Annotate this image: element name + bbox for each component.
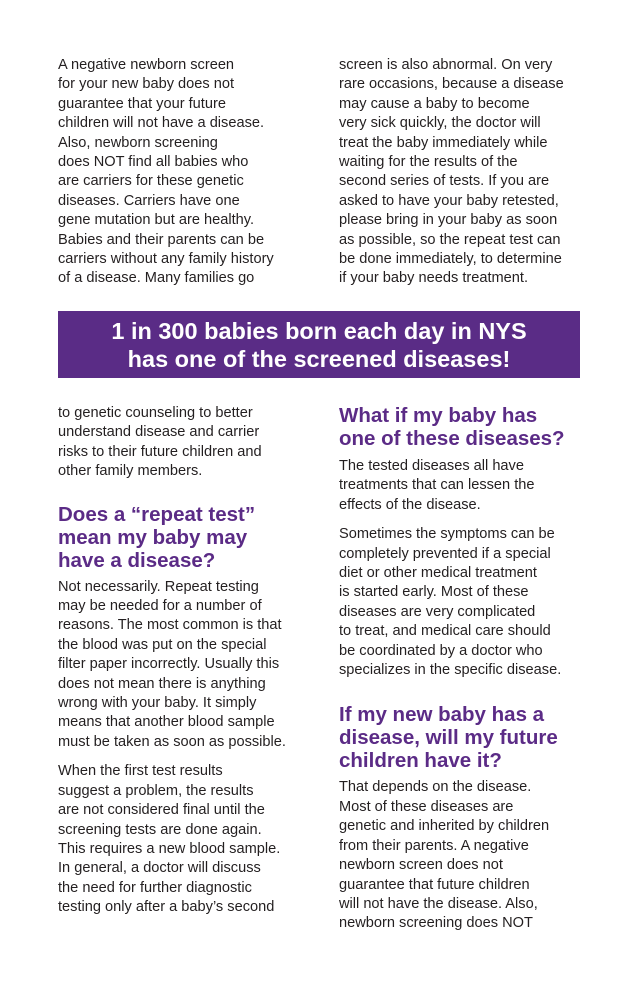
text-line: completely prevented if a special <box>339 545 551 562</box>
text-line: rare occasions, because a disease <box>339 76 564 93</box>
heading-repeat-test <box>58 503 310 572</box>
text-line: screen is also abnormal. On very <box>339 57 553 73</box>
banner-line: has one of the screened diseases! <box>127 345 511 372</box>
text-line: as possible, so the repeat test can <box>339 231 561 248</box>
text-line: be done immediately, to determine <box>339 251 562 268</box>
text-line: from their parents. A negative <box>339 837 529 854</box>
text-line: When the first test results <box>58 763 223 780</box>
bottom-right-column <box>339 404 591 934</box>
text-line: wrong with your baby. It simply <box>58 695 257 712</box>
intro-paragraph <box>58 404 310 482</box>
text-line: second series of tests. If you are <box>339 173 550 190</box>
text-line: does NOT find all babies who <box>58 154 249 171</box>
text-line: the blood was put on the special <box>58 636 267 653</box>
text-line: testing only after a baby’s second <box>58 899 275 916</box>
callout-banner <box>58 311 580 378</box>
text-line: asked to have your baby retested, <box>339 192 559 209</box>
text-line: understand disease and carrier <box>58 424 260 441</box>
text-line: This requires a new blood sample. <box>58 840 281 857</box>
text-line: children will not have a disease. <box>58 115 265 132</box>
what-if-paragraph-2 <box>339 525 591 680</box>
top-left-column <box>58 56 310 289</box>
heading-line: Does a “repeat test” <box>58 502 256 526</box>
repeat-test-paragraph-1 <box>58 578 310 753</box>
heading-line: What if my baby has <box>339 404 538 427</box>
text-line: may cause a baby to become <box>339 95 530 112</box>
text-line: effects of the disease. <box>339 496 481 513</box>
text-line: be coordinated by a doctor who <box>339 642 543 659</box>
text-line: guarantee that your future <box>58 95 226 112</box>
heading-future-children <box>339 703 591 772</box>
repeat-test-paragraph-2 <box>58 762 310 917</box>
text-line: filter paper incorrectly. Usually this <box>58 656 280 673</box>
text-line: to treat, and medical care should <box>339 623 551 640</box>
text-line: guarantee that future children <box>339 876 530 893</box>
text-line: carriers without any family history <box>58 251 274 268</box>
text-line: please bring in your baby as soon <box>339 212 558 229</box>
text-line: does not mean there is anything <box>58 675 266 692</box>
text-line: may be needed for a number of <box>58 598 262 615</box>
bottom-left-column <box>58 404 310 918</box>
text-line: specializes in the specific disease. <box>339 662 562 679</box>
text-line: for your new baby does not <box>58 76 235 93</box>
top-right-column <box>339 56 591 289</box>
text-line: gene mutation but are healthy. <box>58 212 255 229</box>
text-line: is started early. Most of these <box>339 584 529 601</box>
text-line: are carriers for these genetic <box>58 173 244 190</box>
text-line: Babies and their parents can be <box>58 231 265 248</box>
text-line: newborn screening does NOT <box>339 915 533 932</box>
text-line: will not have the disease. Also, <box>339 895 538 912</box>
text-line: newborn screen does not <box>339 857 503 874</box>
text-line: if your baby needs treatment. <box>339 270 529 287</box>
text-line: Also, newborn screening <box>58 134 218 151</box>
text-line: The tested diseases all have <box>339 458 524 474</box>
text-line: other family members. <box>58 463 203 480</box>
banner-line: 1 in 300 babies born each day in NYS <box>111 317 527 344</box>
text-line: reasons. The most common is that <box>58 617 282 634</box>
text-line: A negative newborn screen <box>58 57 235 73</box>
text-line: screening tests are done again. <box>58 821 262 838</box>
text-line: to genetic counseling to better <box>58 405 253 421</box>
heading-line: disease, will my future <box>339 726 558 750</box>
text-line: the need for further diagnostic <box>58 879 252 896</box>
heading-what-if <box>339 404 591 450</box>
top-left-paragraph <box>58 56 310 289</box>
text-line: suggest a problem, the results <box>58 782 254 799</box>
text-line: waiting for the results of the <box>339 154 518 171</box>
text-line: Not necessarily. Repeat testing <box>58 578 259 595</box>
text-line: are not considered final until the <box>58 802 265 819</box>
what-if-paragraph-1 <box>339 457 591 515</box>
text-line: genetic and inherited by children <box>339 818 550 835</box>
text-line: treat the baby immediately while <box>339 134 548 151</box>
heading-line: If my new baby has a <box>339 703 545 727</box>
text-line: diseases. Carriers have one <box>58 192 240 209</box>
text-line: treatments that can lessen the <box>339 477 535 494</box>
text-line: diet or other medical treatment <box>339 565 537 582</box>
text-line: Most of these diseases are <box>339 798 514 815</box>
text-line: That depends on the disease. <box>339 779 532 796</box>
text-line: means that another blood sample <box>58 714 275 731</box>
text-line: must be taken as soon as possible. <box>58 733 286 750</box>
text-line: of a disease. Many families go <box>58 270 255 287</box>
heading-line: one of these diseases? <box>339 427 565 450</box>
top-right-paragraph <box>339 56 591 289</box>
heading-line: have a disease? <box>58 548 216 572</box>
text-line: In general, a doctor will discuss <box>58 860 261 877</box>
text-line: diseases are very complicated <box>339 603 536 620</box>
text-line: risks to their future children and <box>58 443 262 460</box>
heading-line: children have it? <box>339 749 502 773</box>
heading-line: mean my baby may <box>58 525 248 549</box>
text-line: Sometimes the symptoms can be <box>339 526 555 543</box>
future-children-paragraph <box>339 778 591 933</box>
text-line: very sick quickly, the doctor will <box>339 115 541 132</box>
